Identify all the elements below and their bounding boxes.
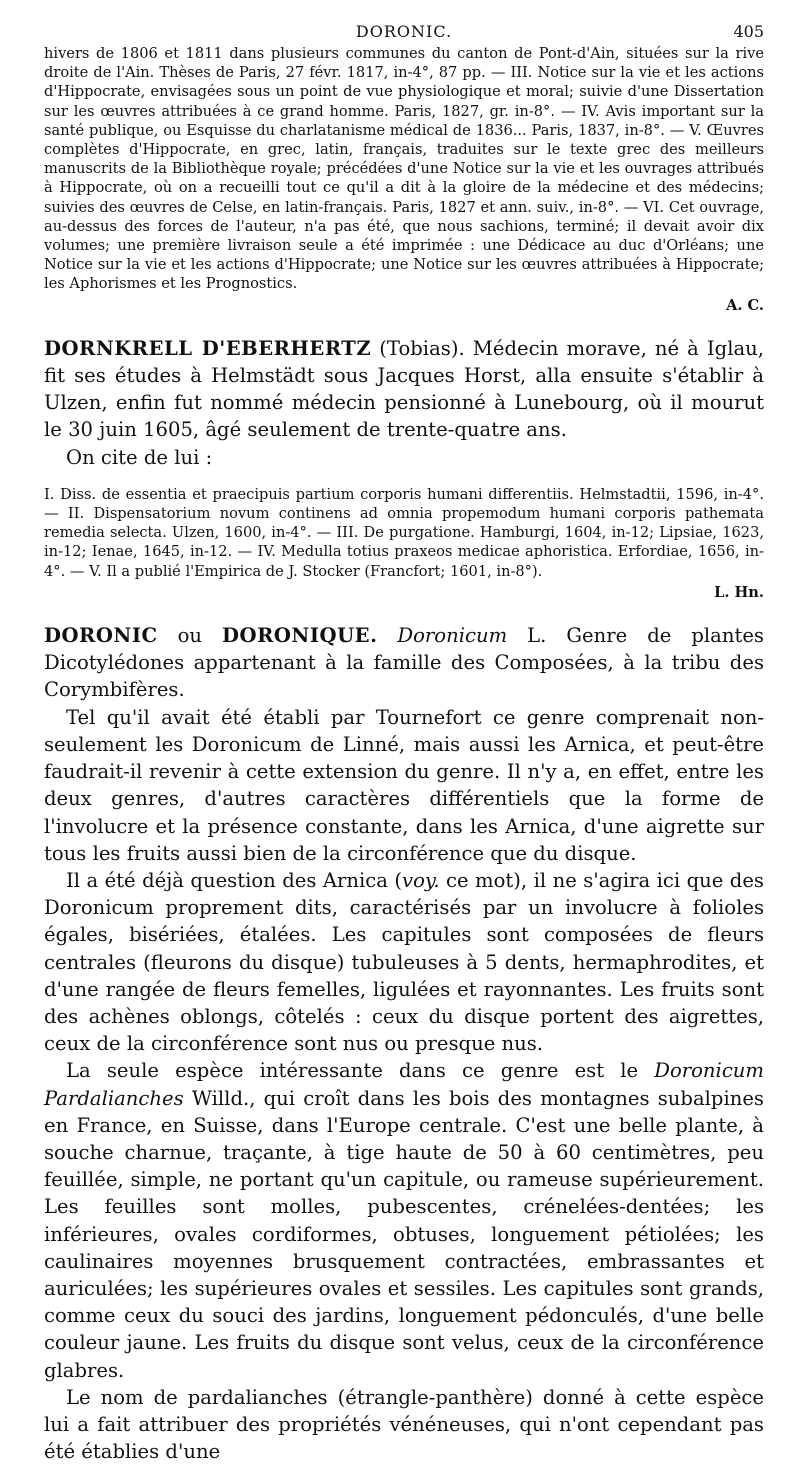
- headword-doronic: DORONIC: [44, 624, 158, 648]
- p4-part-a: La seule espèce intéressante dans ce genre est le: [66, 1059, 655, 1083]
- p4-part-b: Willd., qui croît dans les bois des montagnes subalpines en France, en Suisse, dans l'Europe centrale. C'est une belle plante, à souche charnue, traçante, à tige haute de 50 à 60 centimètres, peu feuillée, simple, ne portant qu'un capitule, ou rameuse supérieurement. Les feuilles sont molles, pubescentes, crénelées-dentées; les inférieures, ovales cordiformes, obtuses, longuement pétiolées; les caulinaires moyennes brusquement contractées, embrassantes et auriculées; les supérieures ovales et sessiles. Les capitules sont grands, comme ceux du souci des jardins, longuement pédonculés, d'une belle couleur jaune. Les fruits du disque sont velus, ceux de la circonférence glabres.: [44, 1086, 764, 1382]
- entry-dornkrell: [44, 335, 764, 444]
- doronic-paragraph-3: [44, 867, 764, 1057]
- headword-dornkrell-name: (Tobias).: [379, 336, 465, 360]
- doronic-paragraph-4: [44, 1057, 764, 1383]
- p4-species: Doronicum Pardalianches: [44, 1059, 764, 1110]
- doronic-paragraph-5: Le nom de pardalianches (étrangle-panthère) donné à cette espèce lui a fait attribuer des propriétés vénéneuses, qui n'ont cependant pas été établies d'une: [44, 1385, 764, 1464]
- p3-part-b: ce mot), il ne s'agira ici que des Doronicum proprement dits, caractérisés par un involucre à folioles égales, bisériées, étalées. Les capitules sont composées de fleurs centrales (fleurons du disque) tubuleuses à 5 dents, hermaphrodites, et d'une rangée de fleurs femelles, ligulées et rayonnantes. Les fruits sont des achènes oblongs, côtelés : ceux du disque portent des aigrettes, ceux de la circonférence sont nus ou presque nus.: [44, 868, 764, 1056]
- page-header: [44, 0, 764, 44]
- entry-dornkrell-signature: L. Hn.: [714, 583, 764, 601]
- headword-conjunction: ou: [177, 624, 203, 648]
- doronic-paragraph-2: Tel qu'il avait été établi par Tournefort ce genre comprenait non-seulement les Doronicum de Linné, mais aussi les Arnica, et peut-être faudrait-il revenir à cette extension du genre. Il n'y a, en effet, entre les deux genres, d'autres caractères différentiels que la forme de l'involucre et la présence constante, dans les Arnica, d'une aigrette sur tous les fruits aussi bien de la circonférence que du disque.: [44, 705, 764, 865]
- page-number: 405: [733, 22, 764, 41]
- headword-doronique: DORONIQUE.: [222, 624, 378, 648]
- headword-dornkrell: DORNKRELL D'EBERHERTZ: [44, 336, 372, 360]
- entry-doronic: [44, 622, 764, 704]
- continued-entry-signature: A. C.: [726, 296, 764, 314]
- latin-genus: Doronicum: [397, 624, 508, 648]
- entry-dornkrell-works: I. Diss. de essentia et praecipuis partium corporis humani differentiis. Helmstadtii, 1596, in-4°. — II. Dispensatorium novum continens ad omnia propemodum humani corporis pathemata remedia selecta. Ulzen, 1600, in-4°. — III. De purgatione. Hamburgi, 1604, in-12; Lipsiae, 1623, in-12; Ienae, 1645, in-12. — IV. Medulla totius praxeos medicae aphoristica. Erfordiae, 1656, in-4°. — V. Il a publié l'Empirica de J. Stocker (Francfort; 1601, in-8°).: [44, 485, 764, 580]
- running-head: DORONIC.: [355, 22, 453, 41]
- p3-part-a: Il a été déjà question des Arnica (: [66, 868, 403, 892]
- p3-voy: voy.: [402, 868, 440, 892]
- entry-dornkrell-cite: On cite de lui :: [66, 445, 213, 469]
- continued-entry-text: hivers de 1806 et 1811 dans plusieurs communes du canton de Pont-d'Ain, situées sur la rive droite de l'Ain. Thèses de Paris, 27 févr. 1817, in-4°, 87 pp. — III. Notice sur la vie et les actions d'Hippocrate, envisagées sous un point de vue physiologique et moral; suivie d'une Dissertation sur les œuvres attribuées à ce grand homme. Paris, 1827, gr. in-8°. — IV. Avis important sur la santé publique, ou Esquisse du charlatanisme médical de 1836... Paris, 1837, in-8°. — V. Œuvres complètes d'Hippocrate, en grec, latin, français, traduites sur le texte grec des meilleurs manuscrits de la Bibliothèque royale; précédées d'une Notice sur la vie et les ouvrages attribués à Hippocrate, où on a recueilli tout ce qu'il a dit à la gloire de la médecine et des médecins; suivies des œuvres de Celse, en latin-français. Paris, 1827 et ann. suiv., in-8°. — VI. Cet ouvrage, au-dessus des forces de l'auteur, n'a pas été, que nous sachions, terminé; il devait avoir dix volumes; une première livraison seule a été imprimée : une Dédicace au duc d'Orléans; une Notice sur la vie et les actions d'Hippocrate; une Notice sur les œuvres attribuées à Hippocrate; les Aphorismes et les Prognostics.: [44, 45, 764, 293]
- entry-doronic-definition: L. Genre de plantes Dicotylédones appartenant à la famille des Composées, à la tribu des Corymbifères.: [44, 624, 764, 702]
- entry-dornkrell-text: Médecin morave, né à Iglau, fit ses études à Helmstädt sous Jacques Horst, alla ensuite s'établir à Ulzen, enfin fut nommé médecin pensionné à Lunebourg, où il mourut le 30 juin 1605, âgé seulement de trente-quatre ans.: [44, 336, 764, 442]
